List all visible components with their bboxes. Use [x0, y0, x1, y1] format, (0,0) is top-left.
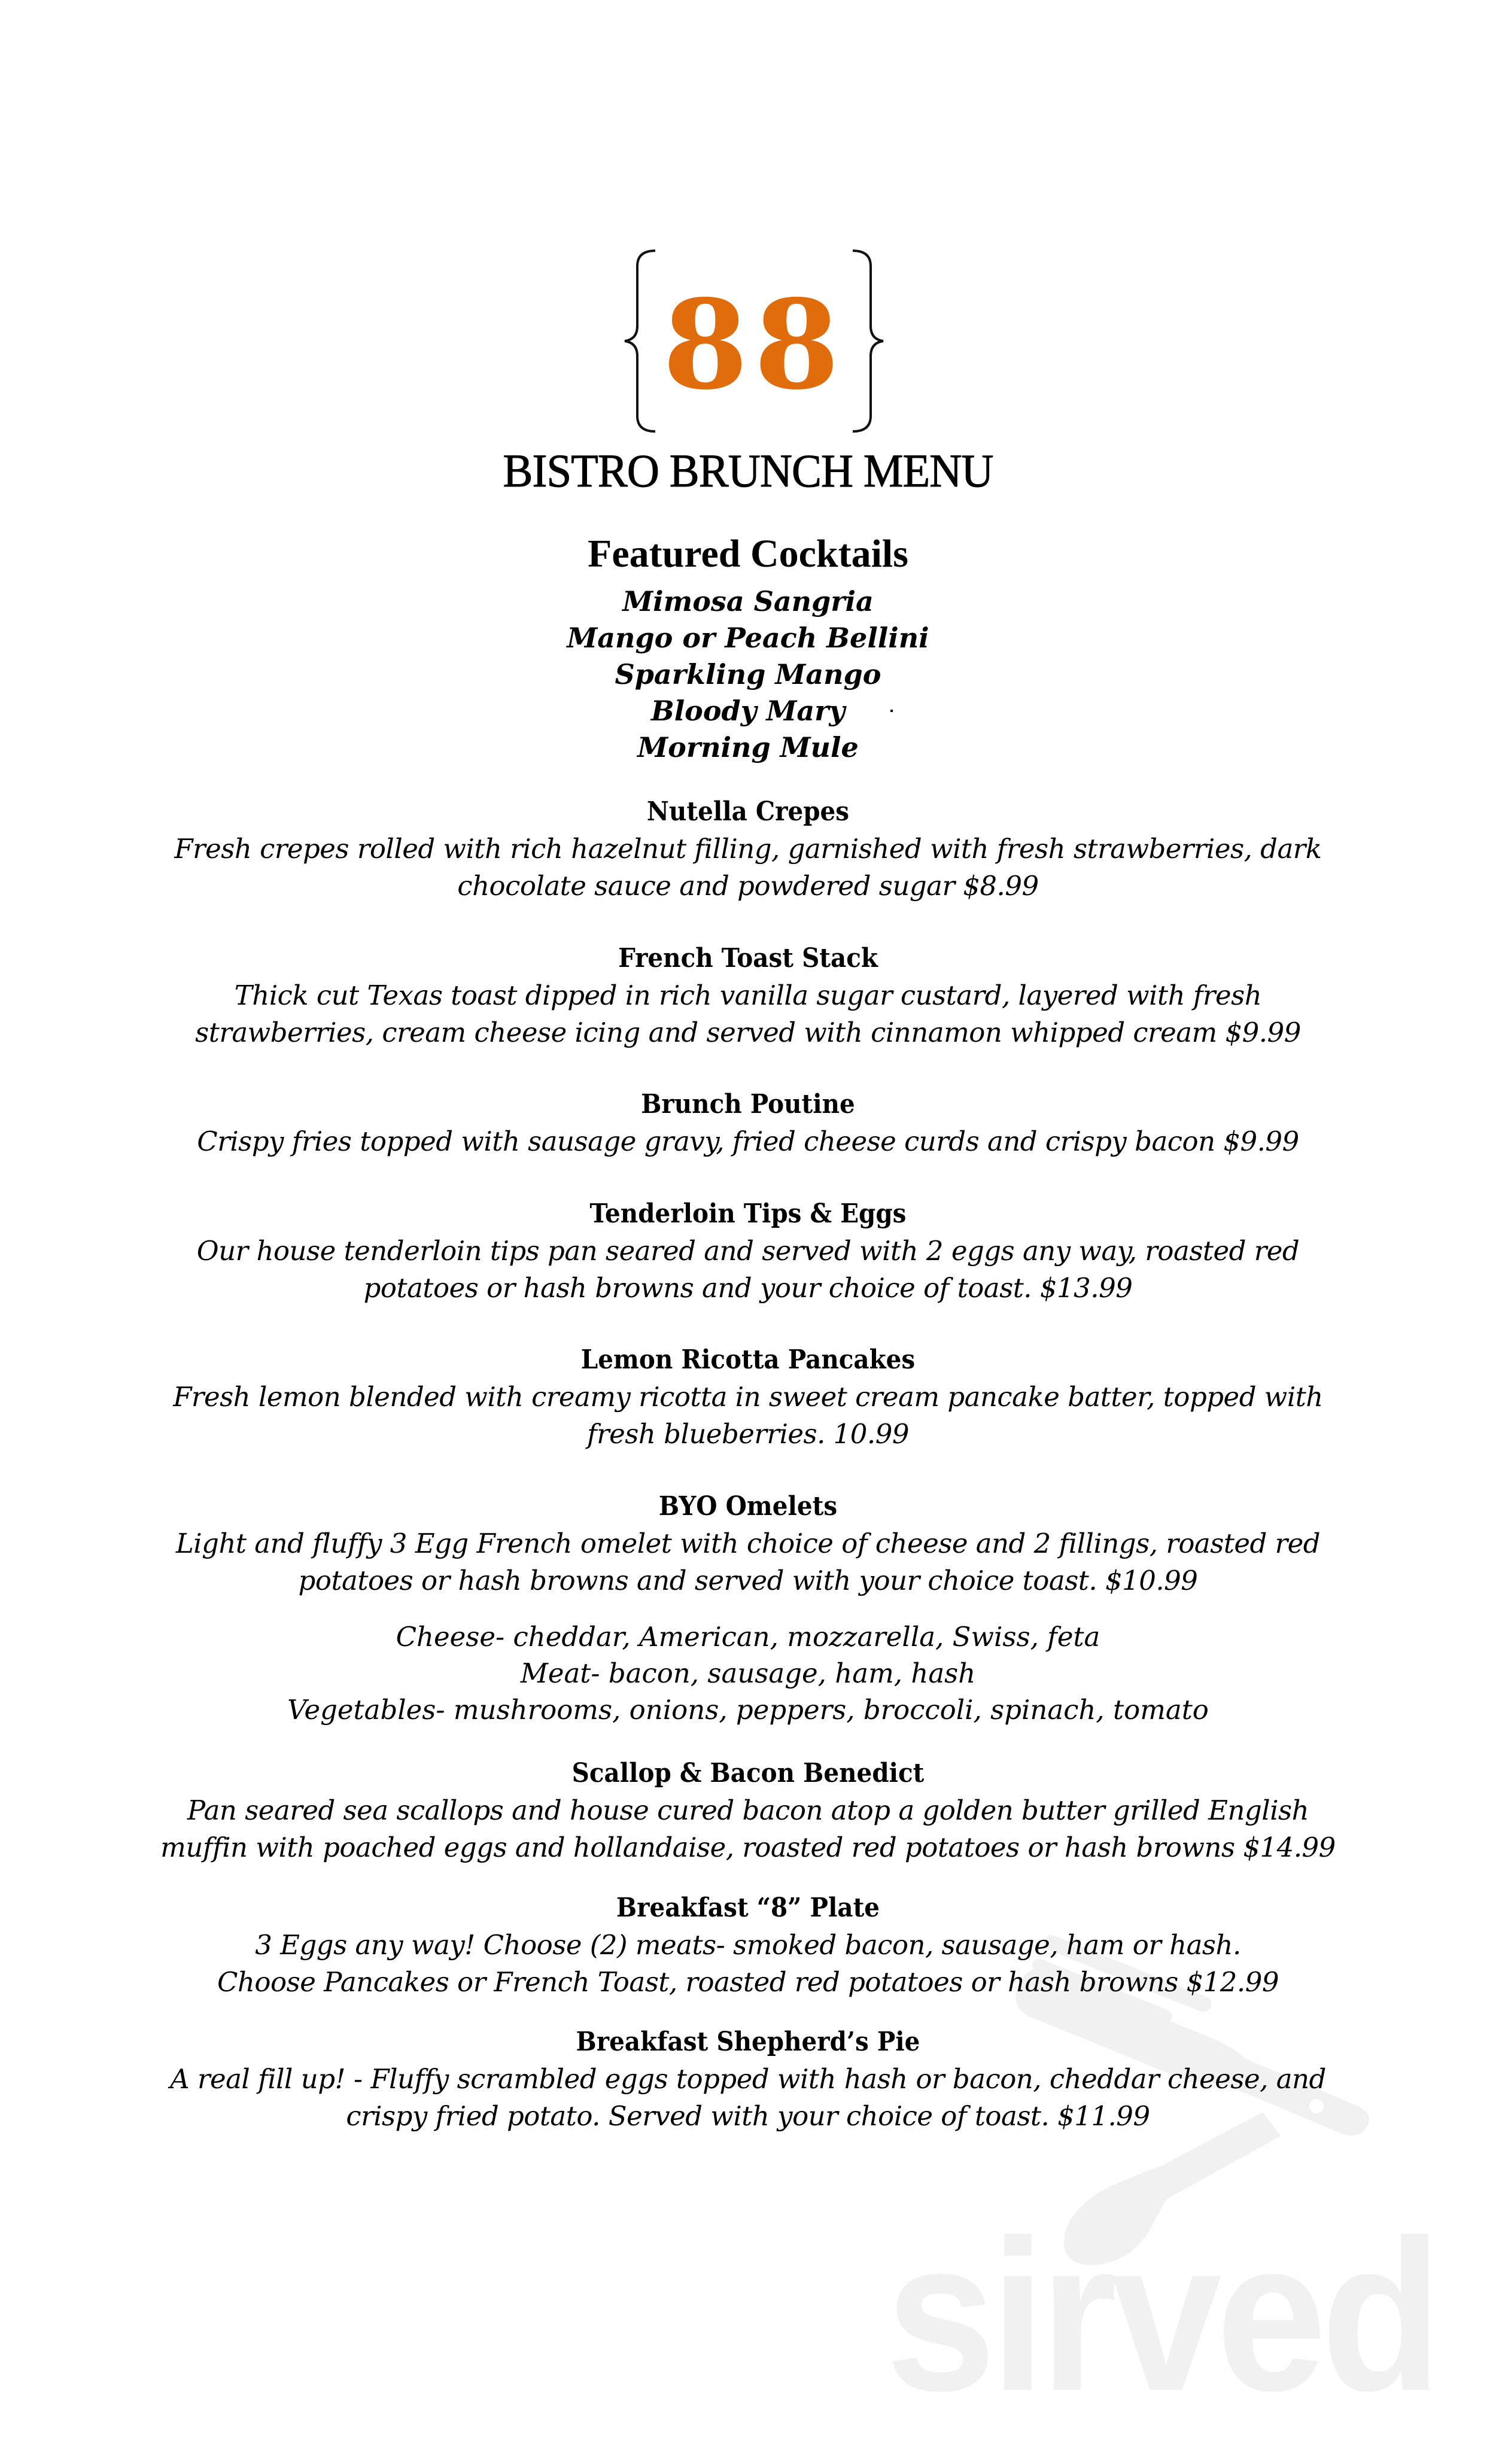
item-name: Nutella Crepes — [646, 796, 850, 827]
right-brace-icon — [850, 248, 886, 434]
omelet-option-vegetables: Vegetables- mushrooms, onions, peppers, broccoli, spinach, tomato — [287, 1694, 1209, 1726]
menu-item-brunch-poutine — [120, 1086, 1376, 1160]
menu-item-french-toast-stack — [120, 940, 1376, 1051]
cocktail-item: Bloody Mary — [650, 695, 846, 727]
item-description: A real fill up! - Fluffy scrambled eggs topped with hash or bacon, cheddar cheese, and crispy fried potato. Served with your choice of toast. $11.99 — [170, 2063, 1326, 2132]
menu-item-lemon-ricotta-pancakes — [120, 1341, 1376, 1453]
item-name: Breakfast “8” Plate — [616, 1893, 880, 1923]
item-description: Light and fluffy 3 Egg French omelet with choice of cheese and 2 fillings, roasted red potatoes or hash browns and served with your choice toast. $10.99 — [175, 1528, 1321, 1596]
cocktail-item: Mango or Peach Bellini — [567, 622, 929, 654]
omelet-option-cheese: Cheese- cheddar, American, mozzarella, Swiss, feta — [396, 1621, 1100, 1653]
item-description: Our house tenderloin tips pan seared and served with 2 eggs any way, roasted red potatoes or hash browns and your choice of toast. $13.99 — [196, 1235, 1300, 1304]
item-description: Crispy fries topped with sausage gravy, fried cheese curds and crispy bacon $9.99 — [197, 1125, 1299, 1157]
omelet-options — [120, 1619, 1376, 1728]
item-name: Lemon Ricotta Pancakes — [580, 1344, 916, 1375]
item-name: Tenderloin Tips & Eggs — [589, 1198, 907, 1229]
item-name: Scallop & Bacon Benedict — [571, 1758, 925, 1788]
item-description: Fresh lemon blended with creamy ricotta in sweet cream pancake batter, topped with fresh blueberries. 10.99 — [173, 1381, 1323, 1450]
menu-item-tenderloin-tips-eggs — [120, 1196, 1376, 1307]
item-description: 3 Eggs any way! Choose (2) meats- smoked bacon, sausage, ham or hash. Choose Pancakes or French Toast, roasted red potatoes or hash browns $12.99 — [217, 1929, 1279, 1998]
left-brace-icon — [622, 248, 658, 434]
menu-item-breakfast-8-plate — [120, 1890, 1376, 2001]
menu-item-breakfast-shepherds-pie — [120, 2024, 1376, 2135]
item-name: Brunch Poutine — [641, 1089, 855, 1120]
item-description: Thick cut Texas toast dipped in rich vanilla sugar custard, layered with fresh strawberries, cream cheese icing and served with cinnamon whipped cream $9.99 — [195, 979, 1301, 1048]
logo-number: 88 — [662, 273, 846, 417]
menu-item-scallop-bacon-benedict — [120, 1755, 1376, 1866]
watermark-text: sirved — [886, 2195, 1437, 2436]
cocktail-item: Mimosa Sangria — [622, 585, 874, 617]
cocktail-item: Sparkling Mango — [615, 658, 881, 690]
item-name: French Toast Stack — [618, 943, 878, 974]
menu-title: BISTRO BRUNCH MENU — [503, 445, 993, 497]
cocktail-list — [0, 583, 1496, 766]
restaurant-logo — [622, 248, 886, 434]
item-description: Pan seared sea scallops and house cured bacon atop a golden butter grilled English muffin with poached eggs and hollandaise, roasted red potatoes or hash browns $14.99 — [160, 1794, 1336, 1863]
stray-dot — [890, 710, 893, 712]
omelet-option-meat: Meat- bacon, sausage, ham, hash — [520, 1657, 976, 1689]
menu-item-nutella-crepes — [120, 793, 1376, 905]
featured-cocktails-heading: Featured Cocktails — [588, 532, 908, 576]
cocktail-item: Morning Mule — [637, 731, 859, 763]
menu-item-byo-omelets — [120, 1488, 1376, 1599]
item-description: Fresh crepes rolled with rich hazelnut filling, garnished with fresh strawberries, dark chocolate sauce and powdered sugar $8.99 — [174, 833, 1322, 902]
item-name: Breakfast Shepherd’s Pie — [576, 2027, 920, 2057]
item-name: BYO Omelets — [658, 1491, 838, 1522]
